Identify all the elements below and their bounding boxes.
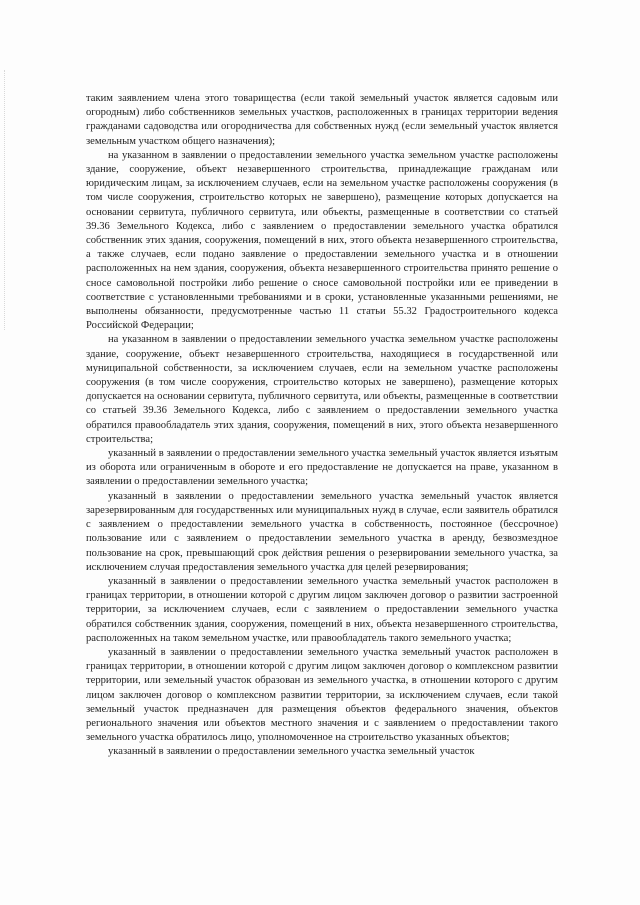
paragraph-built-up-territory: указанный в заявлении о предоставлении земельного участка земельный участок расположен в границах территории, в отношении которой с другим лицом заключен договор о развитии застроенной территории, за исключением случаев, если с заявлением о предоставлении земельного участка обратился собственник здания, сооружения, помещений в них, объекта незавершенного строительства, расположенных на таком земельном участке, или правообладатель такого земельного участка; <box>86 575 558 644</box>
paragraph-trailing: указанный в заявлении о предоставлении земельного участка земельный участок <box>108 746 475 758</box>
paragraph-buildings-private: на указанном в заявлении о предоставлении земельного участка земельном участке расположены здание, сооружение, объект незавершенного строительства, принадлежащие гражданам или юридическим лицам, за исключением случаев, если на земельном участке расположены сооружения (в том числе сооружения, строительство которых не завершено), размещение которых допускается на основании сервитута, публичного сервитута, или объекты, размещенные в соответствии со статьей 39.36 Земельного Кодекса, либо с заявлением о предоставлении земельного участка обратился собственник этих здания, сооружения, помещений в них, этого объекта незавершенного строительства, а также случаев, если подано заявление о предоставлении земельного участка и в отношении расположенных на нем здания, сооружения, объекта незавершенного строительства принято решение о сносе самовольной постройки либо решение о сносе самовольной постройки или ее приведении в соответствие с установленными требованиями и в сроки, установленные указанными решениями, не выполнены обязанности, предусмотренные частью 11 статьи 55.32 Градостроительного кодекса Российской Федерации; <box>86 149 558 332</box>
paragraph-buildings-state: на указанном в заявлении о предоставлении земельного участка земельном участке расположены здание, сооружение, объект незавершенного строительства, находящиеся в государственной или муниципальной собственности, за исключением случаев, если на земельном участке расположены сооружения (в том числе сооружения, строительство которых не завершено), размещение которых допускается на основании сервитута, публичного сервитута, или объекты, размещенные в соответствии со статьей 39.36 Земельного Кодекса, либо с заявлением о предоставлении земельного участка обратился правообладатель этих здания, сооружения, помещений в них, этого объекта незавершенного строительства; <box>86 334 558 445</box>
paragraph-complex-development: указанный в заявлении о предоставлении земельного участка земельный участок расположен в границах территории, в отношении которой с другим лицом заключен договор о комплексном развитии территории, или земельный участок образован из земельного участка, в отношении которого с другим лицом заключен договор о комплексном развитии территории, за исключением случаев, если такой земельный участок предназначен для размещения объектов федерального значения, объектов регионального значения или объектов местного значения и с заявлением о предоставлении такого земельного участка обратилось лицо, уполномоченное на строительство указанных объектов; <box>86 646 558 744</box>
paragraph-withdrawn-from-circulation: указанный в заявлении о предоставлении земельного участка земельный участок является изъятым из оборота или ограниченным в обороте и его предоставление не допускается на праве, указанном в заявлении о предоставлении земельного участка; <box>86 448 558 488</box>
document-body <box>86 92 558 760</box>
scan-margin-marks <box>4 70 11 330</box>
paragraph-reserved: указанный в заявлении о предоставлении земельного участка земельный участок является зарезервированным для государственных или муниципальных нужд в случае, если заявитель обратился с заявлением о предоставлении земельного участка в собственность, постоянное (бессрочное) пользование или с заявлением о предоставлении земельного участка в аренду, безвозмездное пользование на срок, превышающий срок действия решения о резервировании земельного участка, за исключением случая предоставления земельного участка для целей резервирования; <box>86 490 558 573</box>
paragraph-continuation: таким заявлением члена этого товарищества (если такой земельный участок является садовым или огородным) либо собственников земельных участков, расположенных в границах территории ведения гражданами садоводства или огородничества для собственных нужд (если земельный участок является земельным участком общего назначения); <box>86 93 558 147</box>
